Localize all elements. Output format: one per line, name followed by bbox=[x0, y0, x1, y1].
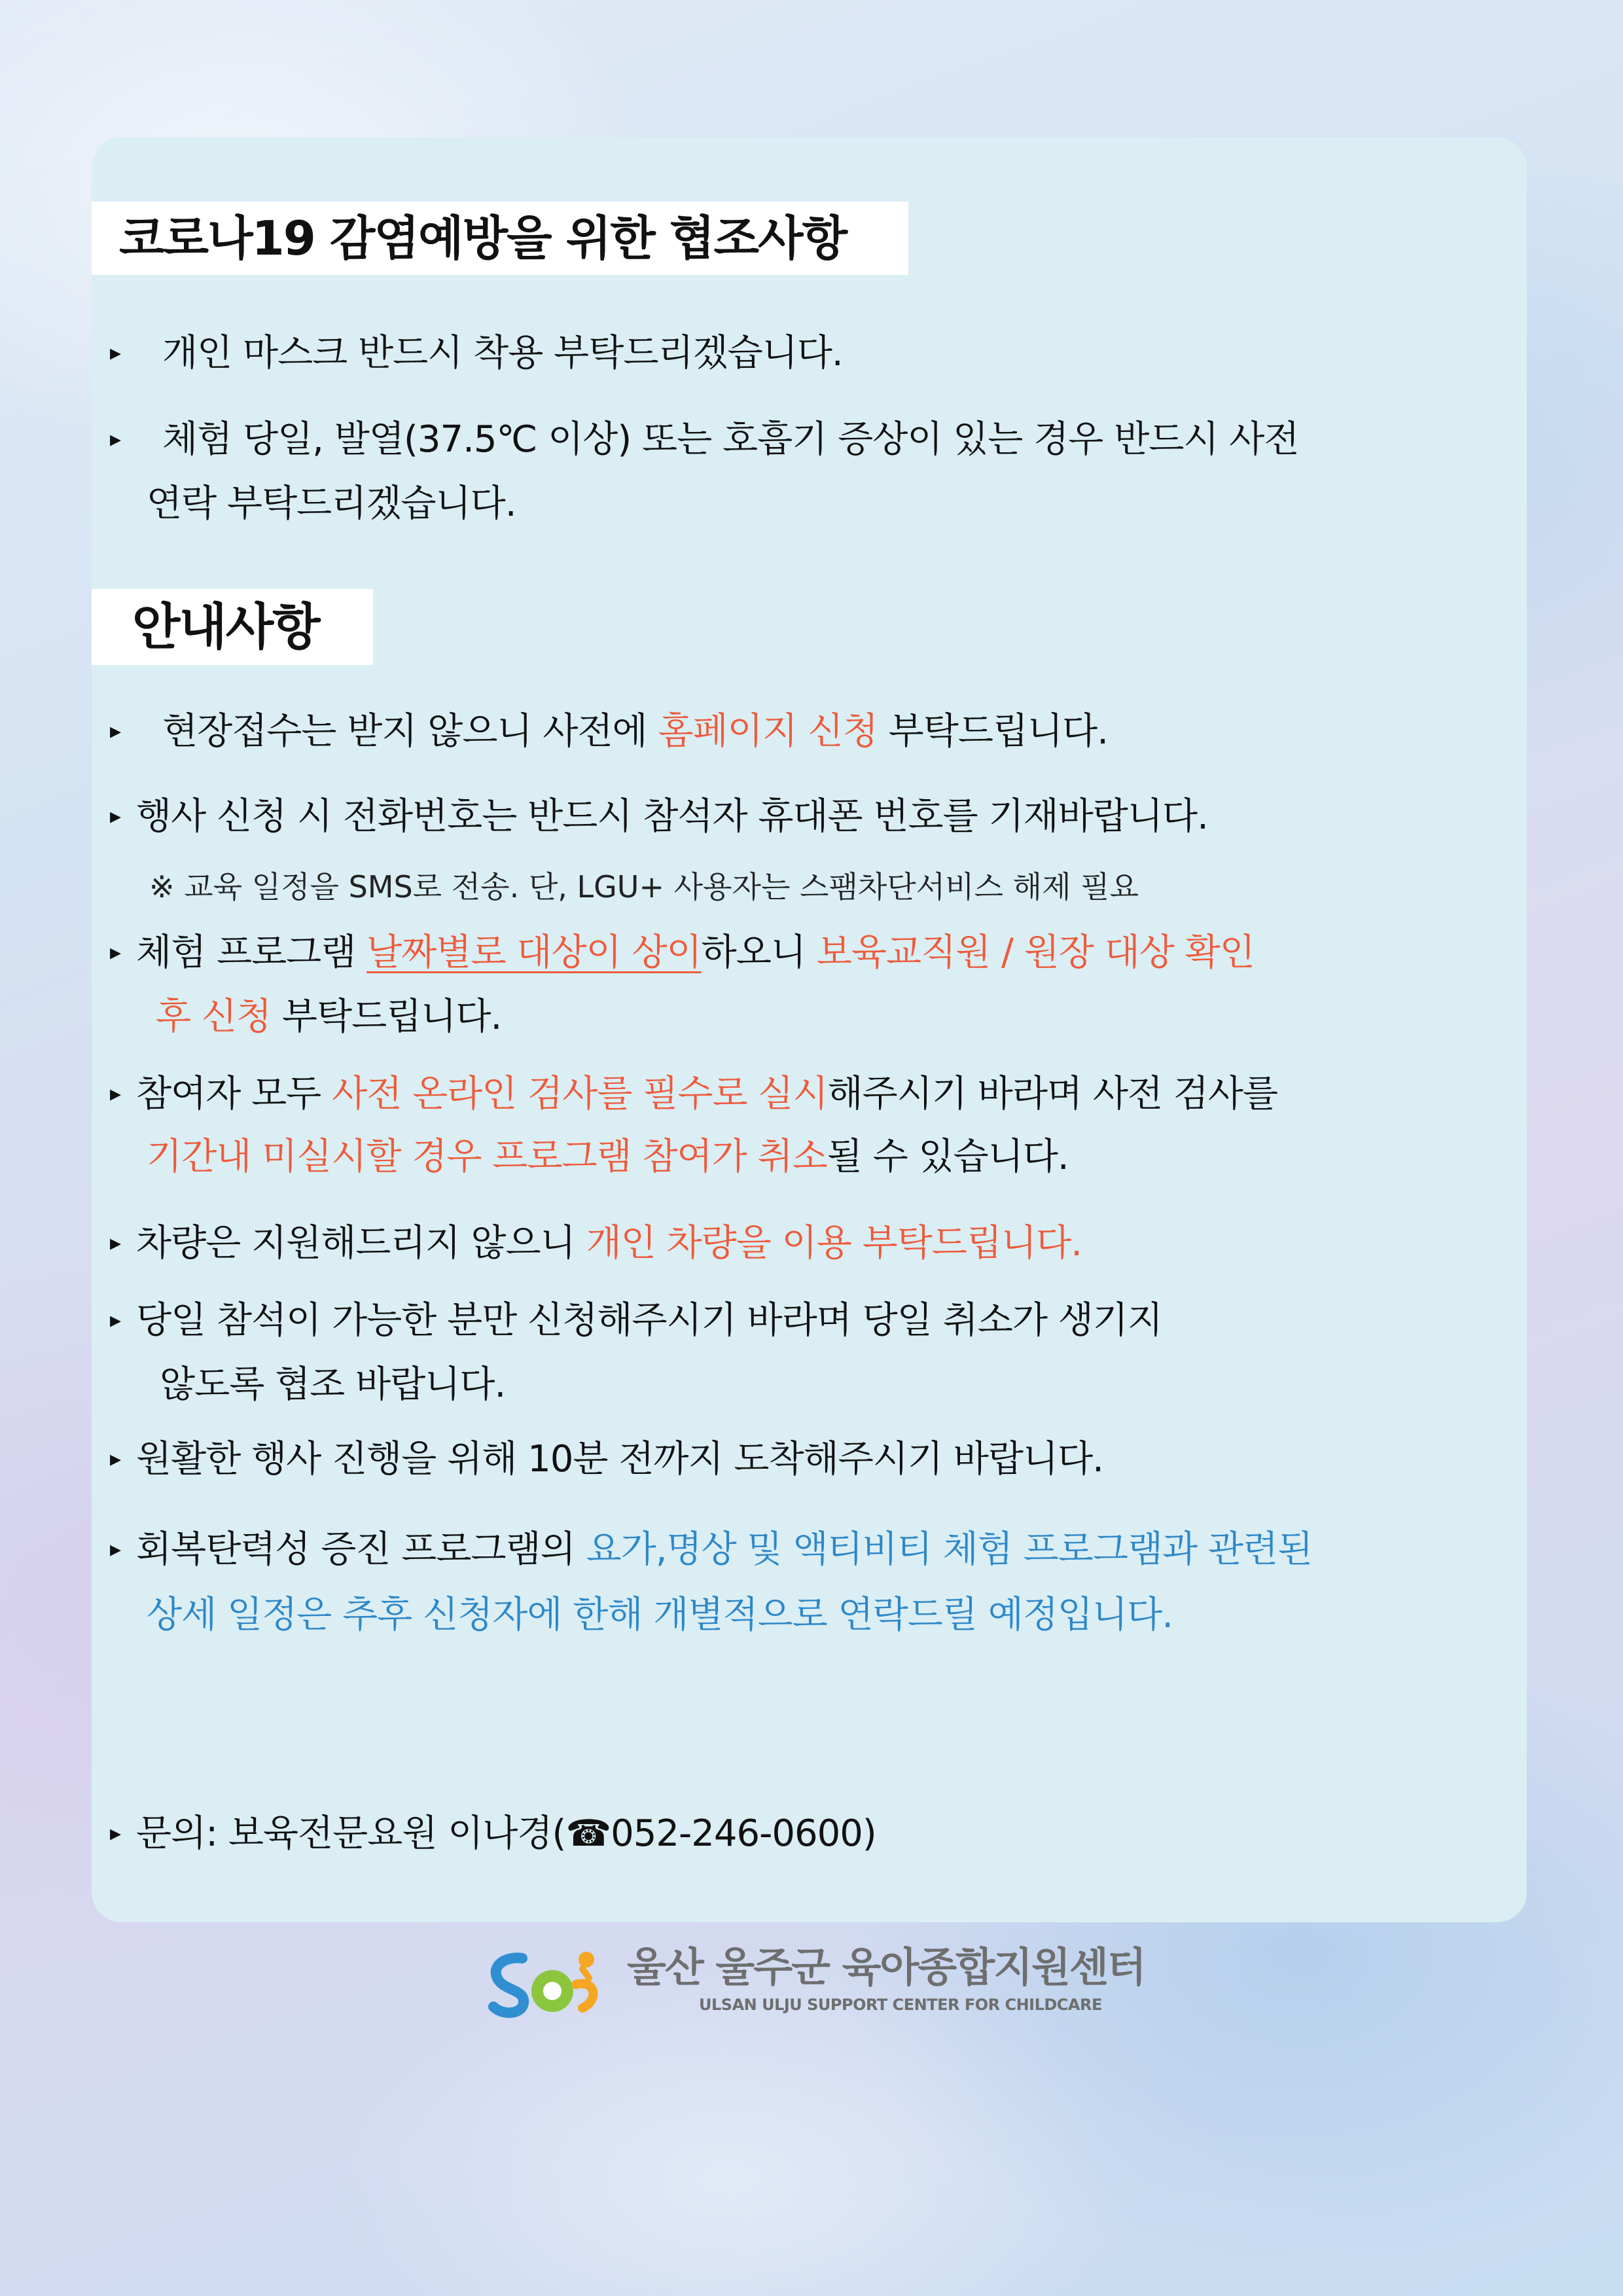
bullet-icon: ▸ bbox=[110, 1080, 121, 1107]
guide-section-title: 안내사항 bbox=[92, 589, 373, 665]
bullet-icon: ▸ bbox=[110, 1535, 121, 1562]
center-logo-english: ULSAN ULJU SUPPORT CENTER FOR CHILDCARE bbox=[699, 1996, 1102, 2014]
telephone-icon: ☎ bbox=[565, 1812, 611, 1855]
bullet-icon: ▸ bbox=[110, 802, 121, 829]
contact-phone[interactable]: 052-246-0600) bbox=[611, 1812, 876, 1855]
guide-item-program-date: ▸ 체험 프로그램 날짜별로 대상이 상이하오니 보육교직원 / 원장 대상 확인 bbox=[110, 922, 1255, 986]
bullet-icon: ▸ bbox=[110, 1229, 121, 1256]
guide-item-registration: ▸ 현장접수는 받지 않으니 사전에 홈페이지 신청 부탁드립니다. bbox=[110, 700, 1108, 765]
bullet-icon: ▸ bbox=[110, 1445, 121, 1472]
bullet-icon: ▸ bbox=[110, 1306, 121, 1333]
covid-section-title: 코로나19 감염예방을 위한 협조사항 bbox=[92, 202, 908, 275]
guide-item-vehicle: ▸ 차량은 지원해드리지 않으니 개인 차량을 이용 부탁드립니다. bbox=[110, 1212, 1082, 1277]
bullet-icon: ▸ bbox=[110, 339, 121, 366]
covid-item-fever-cont: 연락 부탁드리겠습니다. bbox=[147, 482, 516, 525]
covid-item-mask: ▸ 개인 마스크 반드시 착용 부탁드리겠습니다. bbox=[110, 322, 843, 387]
bullet-icon: ▸ bbox=[110, 425, 121, 452]
center-logo-name: 울산 울주군 육아종합지원센터 bbox=[627, 1943, 1145, 1991]
guide-item-program-date-cont: 후 신청 부탁드립니다. bbox=[156, 996, 502, 1038]
guide-item-arrival: ▸ 원활한 행사 진행을 위해 10분 전까지 도착해주시기 바랍니다. bbox=[110, 1428, 1103, 1493]
guide-item-online-check: ▸ 참여자 모두 사전 온라인 검사를 필수로 실시해주시기 바라며 사전 검사를 bbox=[110, 1063, 1277, 1128]
guide-item-attendance: ▸ 당일 참석이 가능한 분만 신청해주시기 바라며 당일 취소가 생기지 bbox=[110, 1289, 1162, 1354]
guide-item-phone: ▸ 행사 신청 시 전화번호는 반드시 참석자 휴대폰 번호를 기재바랍니다. bbox=[110, 785, 1208, 850]
guide-item-attendance-cont: 않도록 협조 바랍니다. bbox=[160, 1363, 506, 1406]
covid-item-fever: ▸ 체험 당일, 발열(37.5℃ 이상) 또는 호흡기 증상이 있는 경우 반드시 사전 bbox=[110, 408, 1298, 473]
bullet-icon: ▸ bbox=[110, 939, 121, 965]
bullet-icon: ▸ bbox=[110, 717, 121, 744]
notice-card bbox=[92, 137, 1527, 1922]
contact-line: ▸ 문의: 보육전문요원 이나경(☎052-246-0600) bbox=[110, 1803, 876, 1867]
guide-item-resilience-cont: 상세 일정은 추후 신청자에 한해 개별적으로 연락드릴 예정입니다. bbox=[147, 1594, 1173, 1636]
bullet-icon: ▸ bbox=[110, 1820, 121, 1846]
center-logo bbox=[484, 1943, 1145, 2022]
guide-item-phone-note: ※ 교육 일정을 SMS로 전송. 단, LGU+ 사용자는 스팸차단서비스 해제 필요 bbox=[149, 869, 1139, 905]
guide-item-online-check-cont: 기간내 미실시할 경우 프로그램 참여가 취소될 수 있습니다. bbox=[147, 1136, 1069, 1178]
guide-item-resilience: ▸ 회복탄력성 증진 프로그램의 요가,명상 및 액티비티 체험 프로그램과 관련된 bbox=[110, 1518, 1312, 1583]
center-logo-icon bbox=[484, 1944, 602, 2022]
